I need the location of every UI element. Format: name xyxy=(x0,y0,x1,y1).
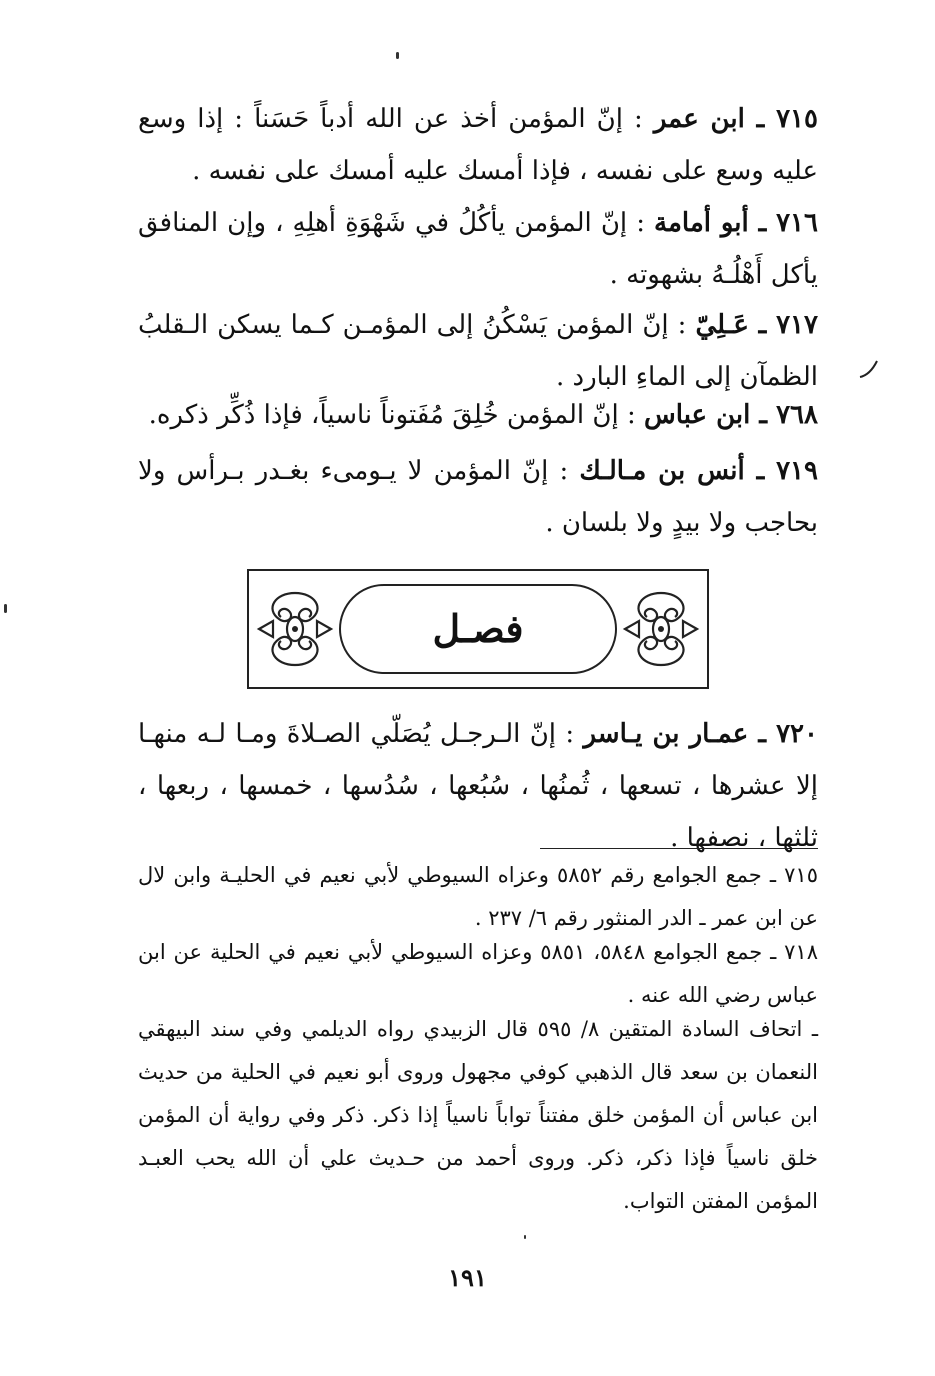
entry-number: ٧١٦ xyxy=(776,208,818,238)
footnote-ithaf: ـ اتحاف السادة المتقين ٨/ ٥٩٥ قال الزبيدي رواه الديلمي وفي سند البيهقي النعمان بن سعد قال الذهبي كوفي مجهول وروى أبو نعيم في الحلية من حديث ابن عباس أن المؤمن خلق مفتناً تواباً ناسياً إذا ذكر. ذكر وفي رواية أن المؤمن خلق ناسياً فإذا ذكر، ذكر. وروى أحمد من حـديث علي أن الله يحب العبـد المؤمن المفتن التواب. xyxy=(138,1017,818,1213)
hadith-entry-719: ٧١٩ ـ أنس بن مـالـك : إنّ المؤمن لا يـومىء بغـدر بـرأس ولا بحاجب ولا بيدٍ ولا بلسان . xyxy=(138,456,818,538)
entry-number: ٧٦٨ xyxy=(776,400,818,430)
entry-number: ٧١٥ xyxy=(776,104,818,134)
ink-speck xyxy=(524,1235,526,1239)
entry-number: ٧٢٠ xyxy=(776,719,818,749)
narrator-name: أنس بن مـالـك xyxy=(579,456,745,486)
entry-number: ٧١٧ xyxy=(776,310,818,340)
entry-text: : إنّ الـرجـل يُصَلّي الصـلاةَ ومـا لـه منهـا إلا عشرها ، تسعها ، ثُمنُها ، سُبُعها ، سُدُسها ، خمسها ، ربعها ، ثلثها ، نصفها . xyxy=(138,719,818,853)
margin-tick-mark xyxy=(858,358,880,380)
section-heading-frame xyxy=(247,569,709,689)
entry-text: : إنّ المؤمن خُلِقَ مُفَتوناً ناسياً، فإذا ذُكِّر ذكره. xyxy=(148,400,645,430)
ink-speck xyxy=(4,604,7,613)
narrator-name: عمـار بن يـاسر xyxy=(583,719,749,749)
entry-number: ٧١٩ xyxy=(776,456,818,486)
hadith-entry-717: ٧١٧ ـ عَـلِيّ : إنّ المؤمن يَسْكُنُ إلى المؤمـن كـما يسكن الـقلبُ الظمآن إلى الماءِ البارد . xyxy=(138,310,818,392)
footnote-separator xyxy=(540,848,818,849)
footnote-718: ٧١٨ ـ جمع الجوامع ٥٨٤٨، ٥٨٥١ وعزاه السيوطي لأبي نعيم في الحلية عن ابن عباس رضي الله عنه . xyxy=(138,940,818,1007)
hadith-entry-720: ٧٢٠ ـ عمـار بن يـاسر : إنّ الـرجـل يُصَلّي الصـلاةَ ومـا لـه منهـا إلا عشرها ، تسعها ، ثُمنُها ، سُبُعها ، سُدُسها ، خمسها ، ربعها ، ثلثها ، نصفها . xyxy=(138,719,818,853)
hadith-entry-715: ٧١٥ ـ ابن عمر : إنّ المؤمن أخذ عن الله أدباً حَسَناً : إذا وسع عليه وسع على نفسه ، فإذا أمسك عليه أمسك على نفسه . xyxy=(138,104,818,186)
narrator-name: أبو أمامة xyxy=(654,208,749,238)
entry-text: : إنّ المؤمن يأكُلُ في شَهْوَةِ أهلِهِ ، وإن المنافق يأكل أَهْلُـهُ بشهوته . xyxy=(138,208,818,290)
entry-text: : إنّ المؤمن يَسْكُنُ إلى المؤمـن كـما يسكن الـقلبُ الظمآن إلى الماءِ البارد . xyxy=(138,310,818,392)
ink-speck xyxy=(396,52,399,59)
footnote-715: ٧١٥ ـ جمع الجوامع رقم ٥٨٥٢ وعزاه السيوطي لأبي نعيم في الحليـة وابن لال عن ابن عمر ـ الدر المنثور رقم ٦/ ٢٣٧ . xyxy=(138,863,818,930)
entry-text: : إنّ المؤمن لا يـومىء بغـدر بـرأس ولا بحاجب ولا بيدٍ ولا بلسان . xyxy=(138,456,818,538)
entry-text: : إنّ المؤمن أخذ عن الله أدباً حَسَناً : إذا وسع عليه وسع على نفسه ، فإذا أمسك عليه أمسك على نفسه . xyxy=(138,104,818,186)
hadith-entry-768: ٧٦٨ ـ ابن عباس : إنّ المؤمن خُلِقَ مُفَتوناً ناسياً، فإذا ذُكِّر ذكره. xyxy=(148,400,818,430)
narrator-name: ابن عباس xyxy=(644,400,751,430)
narrator-name: ابن عمر xyxy=(653,104,745,134)
section-title: فصـل xyxy=(432,606,524,651)
hadith-entry-716: ٧١٦ ـ أبو أمامة : إنّ المؤمن يأكُلُ في شَهْوَةِ أهلِهِ ، وإن المنافق يأكل أَهْلُـهُ بشهوته . xyxy=(138,208,818,290)
page-number: ١٩١ xyxy=(448,1263,487,1292)
narrator-name: عَـلِيّ xyxy=(695,310,749,340)
